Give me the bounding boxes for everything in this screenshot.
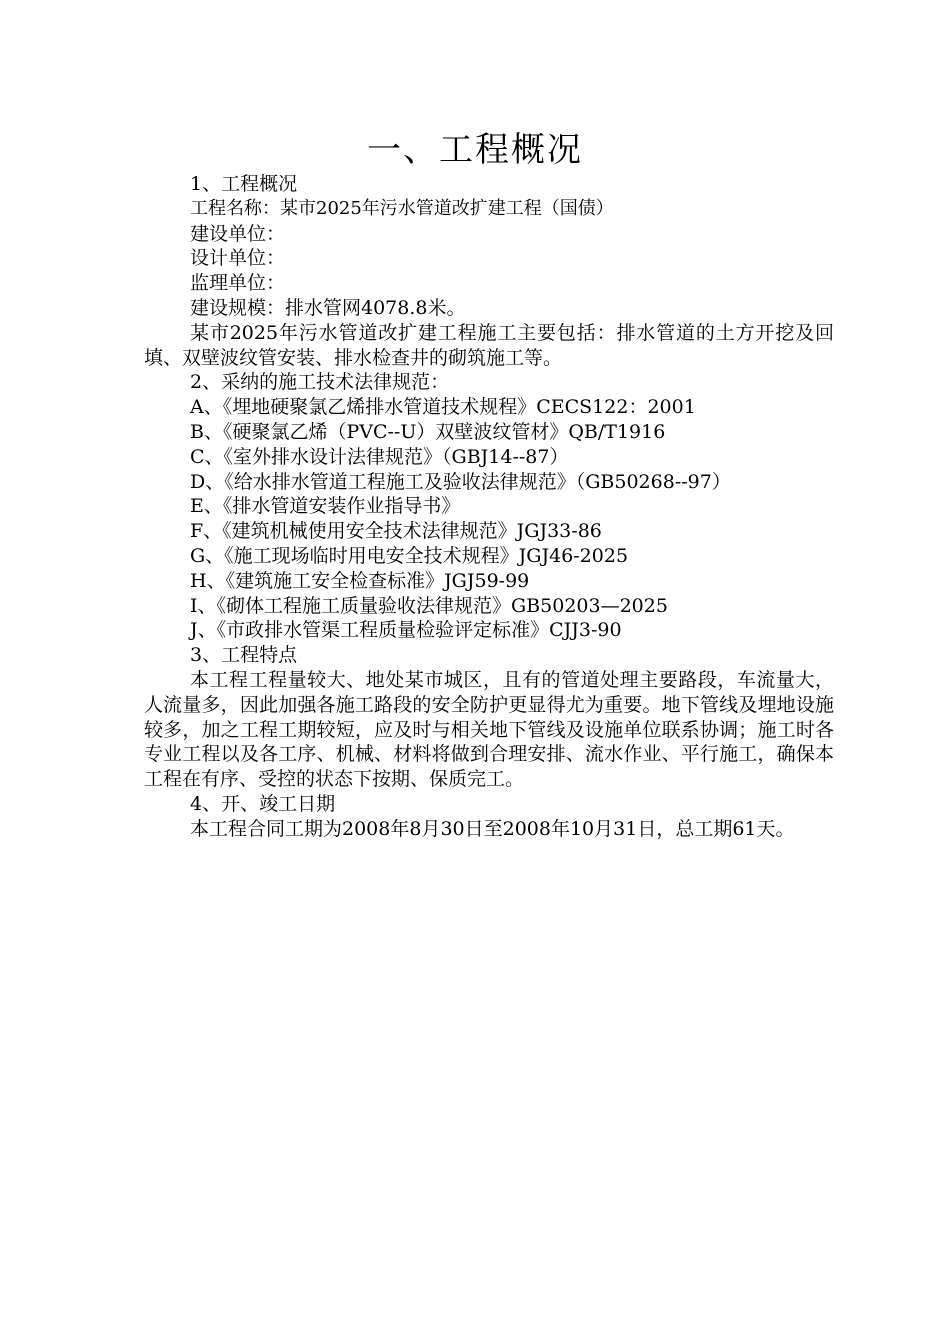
standard-item: F、《建筑机械使用安全技术法律规范》JGJ33-86 [190, 520, 602, 543]
standard-item: C、《室外排水设计法律规范》（GBJ14--87） [190, 445, 569, 468]
standard-item: I、《砌体工程施工质量验收法律规范》GB50203—2025 [190, 594, 668, 617]
standard-item: B、《硬聚氯乙烯（PVC--U）双壁波纹管材》QB/T1916 [190, 420, 666, 443]
page-title: 一、工程概况 [367, 130, 583, 170]
scope-paragraph: 某市2025年污水管道改扩建工程施工主要包括：排水管道的土方开挖及回填、双壁波纹管安装、排水检查井的砌筑施工等。 [144, 321, 834, 369]
construction-unit-line: 建设单位： [190, 222, 286, 245]
features-paragraph: 本工程工程量较大、地处某市城区，且有的管道处理主要路段，车流量大，人流量多，因此加强各施工路段的安全防护更显得尤为重要。地下管线及埋地设施较多，加之工程工期较短，应及时与相关地下管线及设施单位联系协调；施工时各专业工程以及各工序、机械、材料将做到合理安排、流水作业、平行施工，确保本工程在有序、受控的状态下按期、保质完工。 [144, 668, 834, 791]
schedule-paragraph: 本工程合同工期为2008年8月30日至2008年10月31日，总工期61天。 [190, 817, 795, 840]
section-heading-3: 3、工程特点 [190, 644, 298, 667]
standard-item: G、《施工现场临时用电安全技术规程》JGJ46-2025 [190, 544, 629, 567]
section-heading-4: 4、开、竣工日期 [190, 792, 336, 815]
section-heading-2: 2、采纳的施工技术法律规范： [190, 371, 450, 394]
section-heading-1: 1、工程概况 [190, 173, 298, 195]
standard-item: D、《给水排水管道工程施工及验收法律规范》（GB50268--97） [190, 470, 731, 493]
standard-item: H、《建筑施工安全检查标准》JGJ59-99 [190, 569, 530, 592]
standard-item: E、《排水管道安装作业指导书》 [190, 495, 461, 518]
scale-line: 建设规模：排水管网4078.8米。 [190, 296, 466, 319]
project-name-line: 工程名称：某市2025年污水管道改扩建工程（国债） [190, 197, 614, 219]
standard-item: J、《市政排水管渠工程质量检验评定标准》CJJ3-90 [190, 619, 622, 642]
design-unit-line: 设计单位： [190, 247, 286, 270]
standard-item: A、《埋地硬聚氯乙烯排水管道技术规程》CECS122：2001 [190, 396, 696, 419]
document-body [144, 172, 834, 842]
supervision-unit-line: 监理单位： [190, 272, 286, 295]
